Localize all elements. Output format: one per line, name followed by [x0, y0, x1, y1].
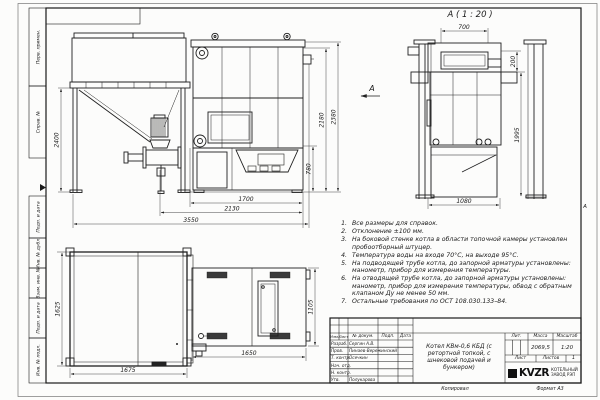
tb-col-izm: Изм. [329, 334, 340, 339]
note-item [334, 298, 581, 305]
factory-line1: КОТЕЛЬНЫЙ [550, 367, 578, 373]
note-item [334, 252, 581, 259]
section-view-drawing [408, 40, 546, 199]
tb-row-name: Осечкин [349, 355, 368, 361]
dim-front-support-height: 2400 [53, 132, 61, 148]
dim-section-body-height: 1995 [514, 127, 521, 143]
frame-field-inv-podl: Инв. № подл. [36, 344, 42, 376]
factory-line2: ЗАВОД РЭП [550, 372, 576, 377]
tb-mass-label: Масса [533, 334, 548, 339]
view-arrow-label: А [369, 84, 375, 93]
tb-lit-label: Лит. [511, 334, 522, 339]
kvzr-logo-mark [508, 369, 517, 378]
dim-section-bottom-width: 1080 [456, 198, 472, 205]
tb-row-name: Пинаев-Вережинский [349, 348, 397, 354]
copied-label: Копировал [441, 387, 469, 392]
section-view-title: А ( 1 : 20 ) [447, 10, 493, 20]
note-item [334, 236, 581, 250]
note-number: 1. [341, 220, 347, 227]
tb-mass-value: 2069,5 [531, 344, 550, 351]
tb-col-podp: Подп. [381, 334, 395, 339]
zone-letter: А [583, 204, 587, 210]
dim-section-flue-height: 200 [510, 55, 517, 68]
tb-sheets-label: Листов [542, 356, 560, 361]
dim-front-base-height: 780 [305, 163, 313, 175]
view-direction-arrow [361, 84, 380, 96]
note-number: 6. [341, 275, 347, 283]
dim-plan-bunker-length: 1675 [120, 367, 136, 374]
note-text: Остальные требования по ОСТ 108.030.133–84. [352, 297, 508, 305]
note-text: Все размеры для справок. [352, 220, 438, 227]
tb-col-docnum: № докум. [352, 334, 374, 339]
tb-row-name [349, 369, 409, 375]
note-item [334, 228, 581, 235]
note-text: На отводящей трубе котла, до запорной арматуры установлены: манометр, прибор для измерения температуры, обвод с обратным клапаном Ду не менее 50 мм. [352, 275, 572, 297]
note-text: На подводящей трубе котла, до запорной арматуры установлены: манометр, прибор для измерения температуры. [352, 259, 571, 275]
frame-field-perv-primen: Перв. примен. [36, 29, 42, 65]
dim-plan-boiler-width: 1105 [307, 299, 315, 315]
frame-field-podp-data-2: Подп. и дата [36, 302, 42, 334]
tb-scale-label: Масштаб [556, 334, 578, 339]
frame-field-inv-dubl: Инв. № дубл. [36, 237, 42, 269]
note-text: Температура воды на входе 70°С, на выходе 95°С. [352, 251, 519, 259]
note-item [334, 275, 581, 297]
note-number: 5. [341, 259, 347, 267]
tb-row-label: Утв. [331, 376, 340, 382]
tb-row-name: Полукарова [349, 376, 376, 382]
note-number: 3. [341, 236, 347, 244]
plan-view-dimensions [54, 252, 319, 378]
factory-name [551, 368, 578, 377]
tb-scale-value: 1:20 [560, 344, 574, 351]
tb-doc-title: Котел КВм-0,6 КБД (с ретортной топкой, с шнековой подачей и бункером) [426, 343, 492, 372]
plan-view-drawing [66, 248, 310, 366]
format-label: Формат А3 [536, 387, 564, 392]
frame-field-vzam-inv: Взам. инв. № [36, 267, 42, 299]
tb-row-label: Пров. [331, 348, 344, 354]
note-number: 2. [341, 228, 347, 236]
frame-field-podp-data-1: Подп. и дата [36, 201, 42, 233]
tb-sheet-label: Лист [514, 356, 527, 361]
note-text: На боковой стенке котла в области топочной камеры установлен пробоотборный штуцер. [352, 236, 568, 251]
tb-col-list: Лист [338, 334, 349, 339]
dim-front-grate-length: 1700 [238, 196, 254, 203]
tb-row-name: Сергин А.В. [349, 341, 375, 347]
note-text: Отклонение ±100 мм. [352, 228, 424, 236]
fold-mark-triangle [40, 184, 46, 191]
tb-row-label: Н. контр. [331, 369, 352, 375]
front-view-drawing [70, 33, 314, 194]
tb-sheets-value: 1 [571, 356, 576, 361]
note-item [334, 220, 581, 227]
frame-field-sprav-no: Справ. № [36, 110, 42, 134]
tb-row-label: Т. контр. [331, 355, 351, 361]
note-item [334, 260, 581, 274]
dim-section-top-width: 700 [458, 24, 470, 31]
dim-plan-boiler-length: 1650 [241, 350, 257, 357]
kvzr-logo [508, 365, 580, 381]
dim-front-body-length: 2130 [224, 205, 240, 213]
dim-front-total-height: 2380 [330, 109, 338, 125]
dim-front-total-length: 3550 [183, 217, 199, 224]
kvzr-logo-text: KVZR [519, 367, 549, 379]
tb-row-label: Разраб. [331, 341, 348, 347]
dim-front-mid-height: 2180 [318, 112, 326, 128]
tb-row-name [349, 362, 409, 368]
tb-col-data: Дата [399, 334, 412, 339]
note-number: 7. [341, 297, 347, 305]
notes-block [334, 220, 581, 306]
dim-plan-bunker-width: 1625 [54, 301, 62, 317]
note-number: 4. [341, 251, 347, 259]
tb-row-label: Нач. отд. [331, 362, 352, 368]
